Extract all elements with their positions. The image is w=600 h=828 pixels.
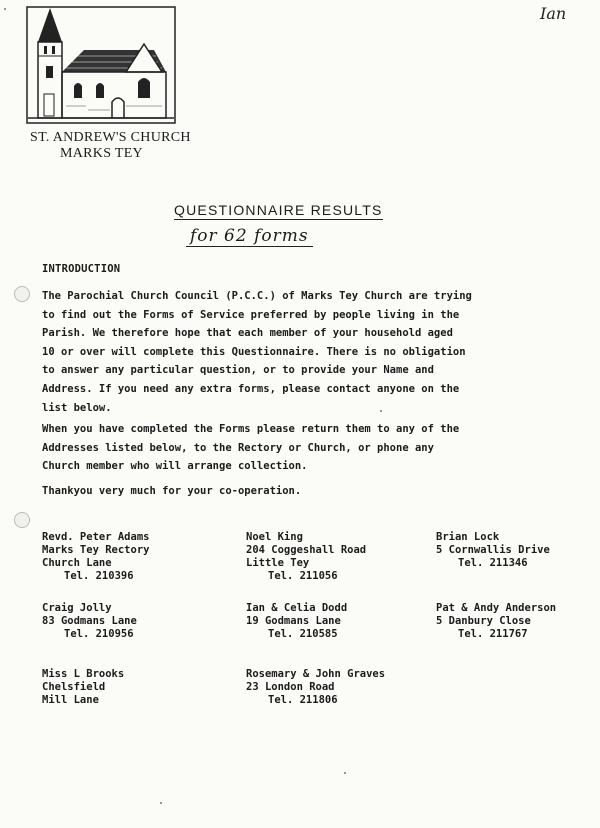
contact-name: Noel King xyxy=(246,531,303,543)
contact-address: Little Tey xyxy=(246,557,310,569)
contact-card xyxy=(246,668,385,707)
contact-name: Craig Jolly xyxy=(42,602,112,614)
church-logo-icon xyxy=(26,6,176,124)
contact-address: Church Lane xyxy=(42,557,112,569)
contact-name: Pat & Andy Anderson xyxy=(436,602,557,614)
contact-card xyxy=(246,602,347,641)
contact-phone: Tel. 210396 xyxy=(64,570,134,582)
document-subtitle: for 62 forms xyxy=(186,226,313,247)
contact-phone: Tel. 210585 xyxy=(268,628,338,640)
document-title: QUESTIONNAIRE RESULTS xyxy=(174,202,383,218)
handwritten-corner-note: Ian xyxy=(540,4,567,23)
contact-phone: Tel. 211806 xyxy=(268,694,338,706)
church-name xyxy=(30,130,210,162)
contact-name: Brian Lock xyxy=(436,531,500,543)
contact-address: 83 Godmans Lane xyxy=(42,615,137,627)
contact-name: Revd. Peter Adams xyxy=(42,531,150,543)
scan-speck xyxy=(344,772,346,774)
contact-address: Marks Tey Rectory xyxy=(42,544,150,556)
intro-paragraph-2: When you have completed the Forms please return them to any of the Addresses listed below, to the Rectory or Church, or phone any Church member who will arrange collection. xyxy=(42,423,460,473)
church-name-line1: ST. ANDREW'S CHURCH xyxy=(30,130,191,145)
contact-address: 5 Danbury Close xyxy=(436,615,531,627)
scan-speck xyxy=(380,410,382,412)
scan-speck xyxy=(160,802,162,804)
contact-card xyxy=(246,531,366,583)
contact-name: Miss L Brooks xyxy=(42,668,125,680)
contact-card xyxy=(436,602,556,641)
contact-phone: Tel. 210956 xyxy=(64,628,134,640)
contact-card xyxy=(436,531,550,570)
contact-phone: Tel. 211346 xyxy=(458,557,528,569)
scan-speck xyxy=(4,8,6,10)
punch-hole xyxy=(14,286,30,302)
church-name-line2: MARKS TEY xyxy=(60,146,143,161)
punch-hole xyxy=(14,512,30,528)
contact-address: 19 Godmans Lane xyxy=(246,615,341,627)
contact-address: Mill Lane xyxy=(42,694,99,706)
contact-address: 204 Coggeshall Road xyxy=(246,544,367,556)
contact-name: Rosemary & John Graves xyxy=(246,668,386,680)
intro-paragraph-3: Thankyou very much for your co-operation. xyxy=(42,485,302,497)
intro-heading: INTRODUCTION xyxy=(42,263,121,275)
contact-address: 23 London Road xyxy=(246,681,335,693)
contact-phone: Tel. 211767 xyxy=(458,628,528,640)
contact-address: Chelsfield xyxy=(42,681,106,693)
contact-name: Ian & Celia Dodd xyxy=(246,602,348,614)
contact-card xyxy=(42,531,149,583)
contact-card xyxy=(42,668,124,707)
intro-paragraph-1: The Parochial Church Council (P.C.C.) of Marks Tey Church are trying to find out the Forms of Service preferred by people living in the Parish. We therefore hope that each member of your household aged 10 or over will complete this Questionnaire. There is no obligation to answer any particular question, or to provide your Name and Address. If you need any extra forms, please contact anyone on the list below. xyxy=(42,290,472,414)
contact-phone: Tel. 211056 xyxy=(268,570,338,582)
contact-address: 5 Cornwallis Drive xyxy=(436,544,550,556)
contact-card xyxy=(42,602,137,641)
